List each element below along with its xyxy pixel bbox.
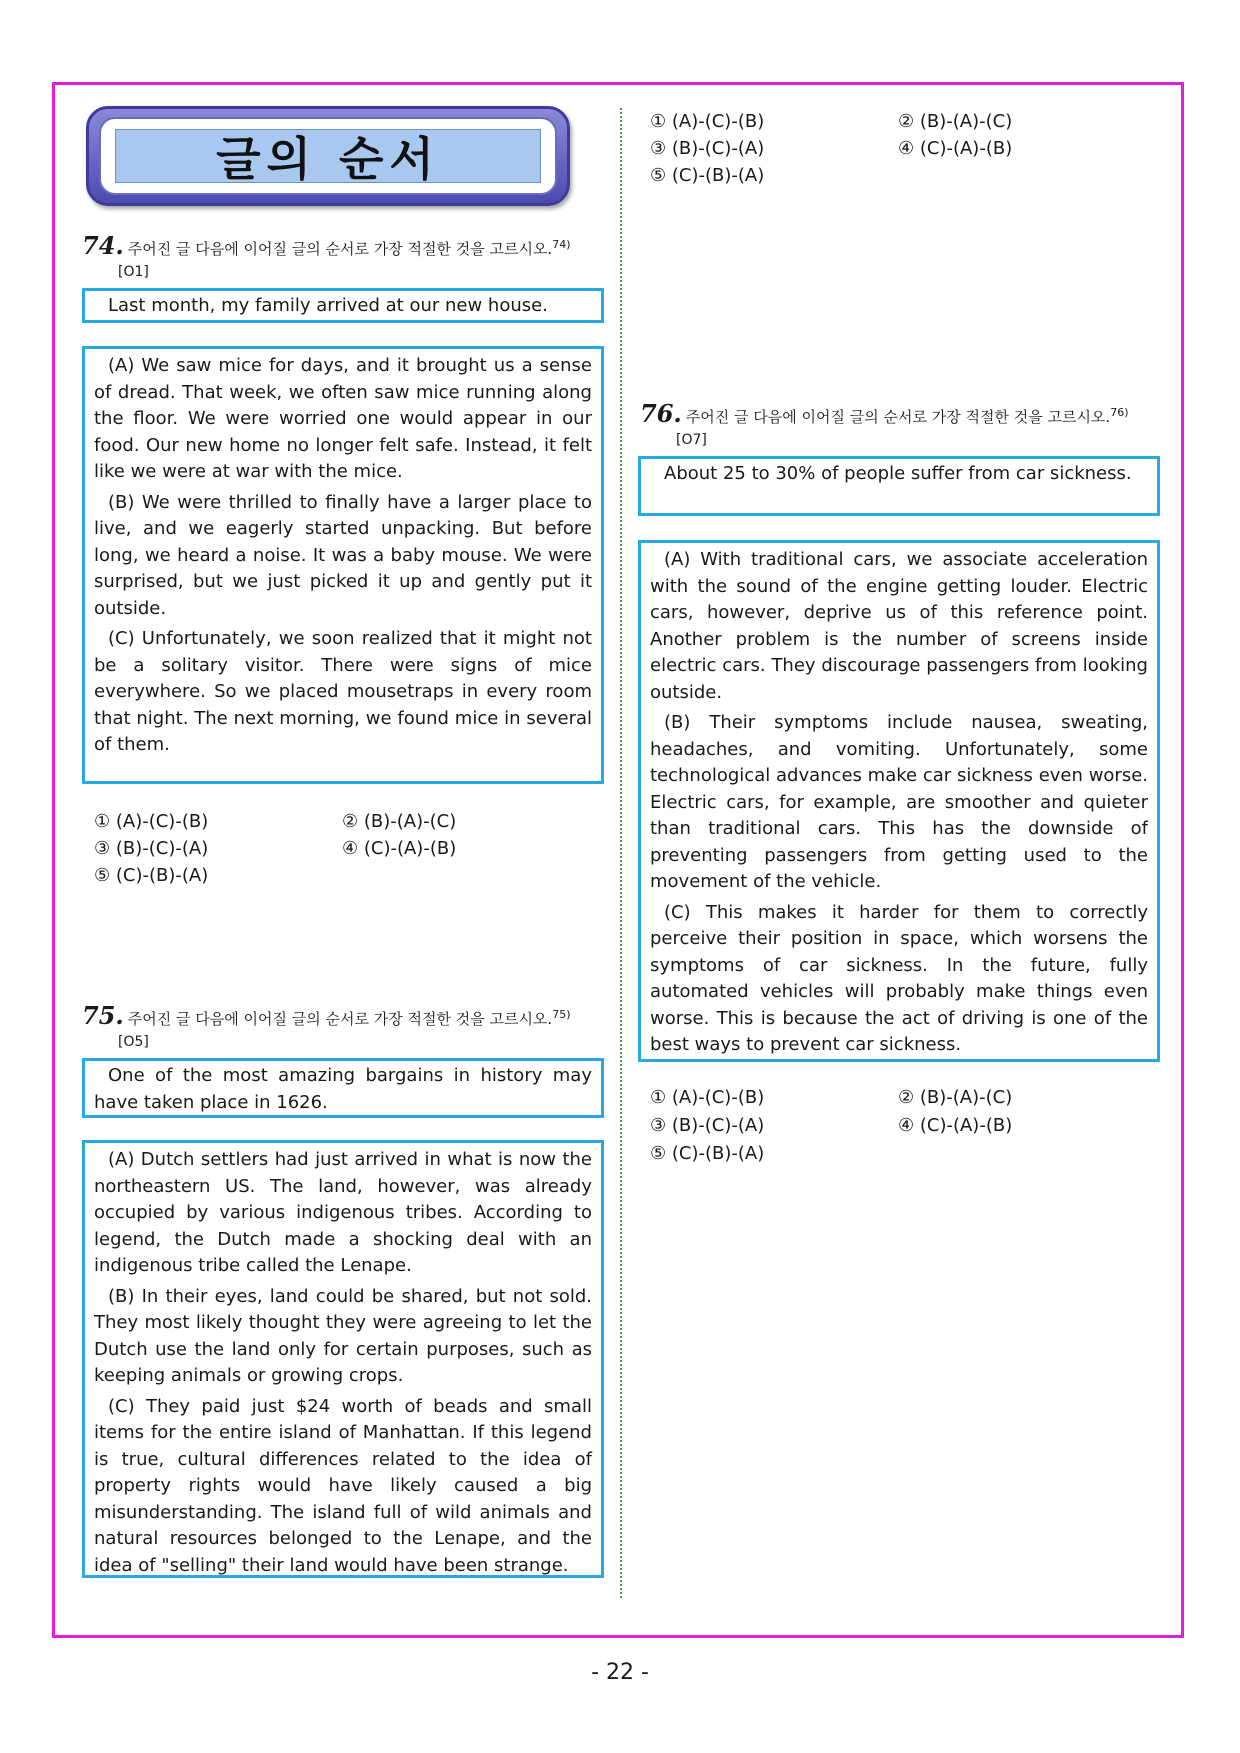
choice-4[interactable]: ④ (C)-(A)-(B) [898, 138, 1013, 159]
choice-1[interactable]: ① (A)-(C)-(B) [650, 1087, 765, 1108]
footnote-ref: 74) [552, 238, 571, 251]
choice-3[interactable]: ③ (B)-(C)-(A) [650, 1115, 765, 1136]
choice-4[interactable]: ④ (C)-(A)-(B) [898, 1115, 1013, 1136]
choice-2[interactable]: ② (B)-(A)-(C) [898, 1087, 1013, 1108]
question-code: [O7] [676, 432, 707, 448]
footnote-ref: 76) [1110, 406, 1129, 419]
paragraph-b: (B) We were thrilled to finally have a larger place to live, and we eagerly started unpacking. But before long, we heard a noise. It was a baby mouse. We were surprised, but we just picked it up and gently put it outside. [94, 491, 592, 619]
question-code: [O5] [118, 1034, 149, 1050]
choice-1[interactable]: ① (A)-(C)-(B) [94, 811, 209, 832]
paragraphs-box [82, 346, 604, 784]
question-instruction: 주어진 글 다음에 이어질 글의 순서로 가장 적절한 것을 고르시오. [685, 408, 1111, 426]
paragraph-c: (C) This makes it harder for them to correctly perceive their position in space, which worsens the symptoms of car sickness. In the future, fully automated vehicles will probably make things even worse. This is because the act of driving is one of the best ways to prevent car sickness. [650, 901, 1148, 1055]
paragraphs-box [638, 540, 1160, 1062]
question-74-header [82, 231, 571, 260]
choice-5[interactable]: ⑤ (C)-(B)-(A) [94, 865, 209, 886]
choice-1[interactable]: ① (A)-(C)-(B) [650, 111, 765, 132]
choice-3[interactable]: ③ (B)-(C)-(A) [94, 838, 209, 859]
choice-2[interactable]: ② (B)-(A)-(C) [898, 111, 1013, 132]
choice-5[interactable]: ⑤ (C)-(B)-(A) [650, 1143, 765, 1164]
page-number: - 22 - [591, 1660, 649, 1685]
paragraph-c: (C) Unfortunately, we soon realized that it might not be a solitary visitor. There were signs of mice everywhere. So we placed mousetraps in every room that night. The next morning, we found mice in several of them. [94, 628, 592, 755]
section-title-badge [86, 106, 570, 206]
given-sentence: Last month, my family arrived at our new house. [108, 295, 548, 316]
given-sentence-box [638, 456, 1160, 516]
given-sentence-box [82, 1058, 604, 1118]
paragraphs-box [82, 1140, 604, 1578]
column-divider [620, 108, 622, 1598]
paragraph-a: (A) We saw mice for days, and it brought us a sense of dread. That week, we often saw mice running along the floor. We were worried one would appear in our food. Our new home no longer felt safe. Instead, it felt like we were at war with the mice. [94, 355, 592, 482]
question-instruction: 주어진 글 다음에 이어질 글의 순서로 가장 적절한 것을 고르시오. [127, 1010, 553, 1028]
question-code: [O1] [118, 264, 149, 280]
paragraph-b: (B) Their symptoms include nausea, sweating, headaches, and vomiting. Unfortunately, some technological advances make car sickness even worse. Electric cars, for example, are smoother and quieter than traditional cars. This has the downside of preventing passengers from getting used to the movement of the vehicle. [650, 712, 1148, 892]
paragraph-c: (C) They paid just $24 worth of beads and small items for the entire island of Manhattan. If this legend is true, cultural differences related to the idea of property rights would have likely caused a big misunderstanding. The island full of wild animals and natural resources belonged to the Lenape, and the idea of "selling" their land would have been strange. [94, 1395, 592, 1576]
paragraph-a: (A) With traditional cars, we associate acceleration with the sound of the engine getting louder. Electric cars, however, deprive us of this reference point. Another problem is the number of screens inside electric cars. They discourage passengers from looking outside. [650, 549, 1148, 703]
question-instruction: 주어진 글 다음에 이어질 글의 순서로 가장 적절한 것을 고르시오. [127, 240, 553, 258]
question-number: 75. [82, 1001, 124, 1030]
paragraph-a: (A) Dutch settlers had just arrived in what is now the northeastern US. The land, however, was already occupied by various indigenous tribes. According to legend, the Dutch made a shocking deal with an indigenous tribe called the Lenape. [94, 1149, 592, 1276]
question-75-header [82, 1001, 571, 1030]
badge-border [99, 117, 557, 195]
question-number: 76. [640, 399, 682, 428]
choice-2[interactable]: ② (B)-(A)-(C) [342, 811, 457, 832]
given-sentence-box [82, 288, 604, 323]
section-title: 글의 순서 [216, 132, 440, 186]
choice-4[interactable]: ④ (C)-(A)-(B) [342, 838, 457, 859]
given-sentence: About 25 to 30% of people suffer from car sickness. [664, 463, 1132, 484]
question-76-header [640, 399, 1129, 428]
choice-3[interactable]: ③ (B)-(C)-(A) [650, 138, 765, 159]
paragraph-b: (B) In their eyes, land could be shared, but not sold. They most likely thought they were agreeing to let the Dutch use the land only for certain purposes, such as keeping animals or growing crops. [94, 1285, 592, 1386]
given-sentence: One of the most amazing bargains in history may have taken place in 1626. [94, 1065, 592, 1113]
footnote-ref: 75) [552, 1008, 571, 1021]
choice-5[interactable]: ⑤ (C)-(B)-(A) [650, 165, 765, 186]
badge-inner [115, 129, 541, 186]
question-number: 74. [82, 231, 124, 260]
